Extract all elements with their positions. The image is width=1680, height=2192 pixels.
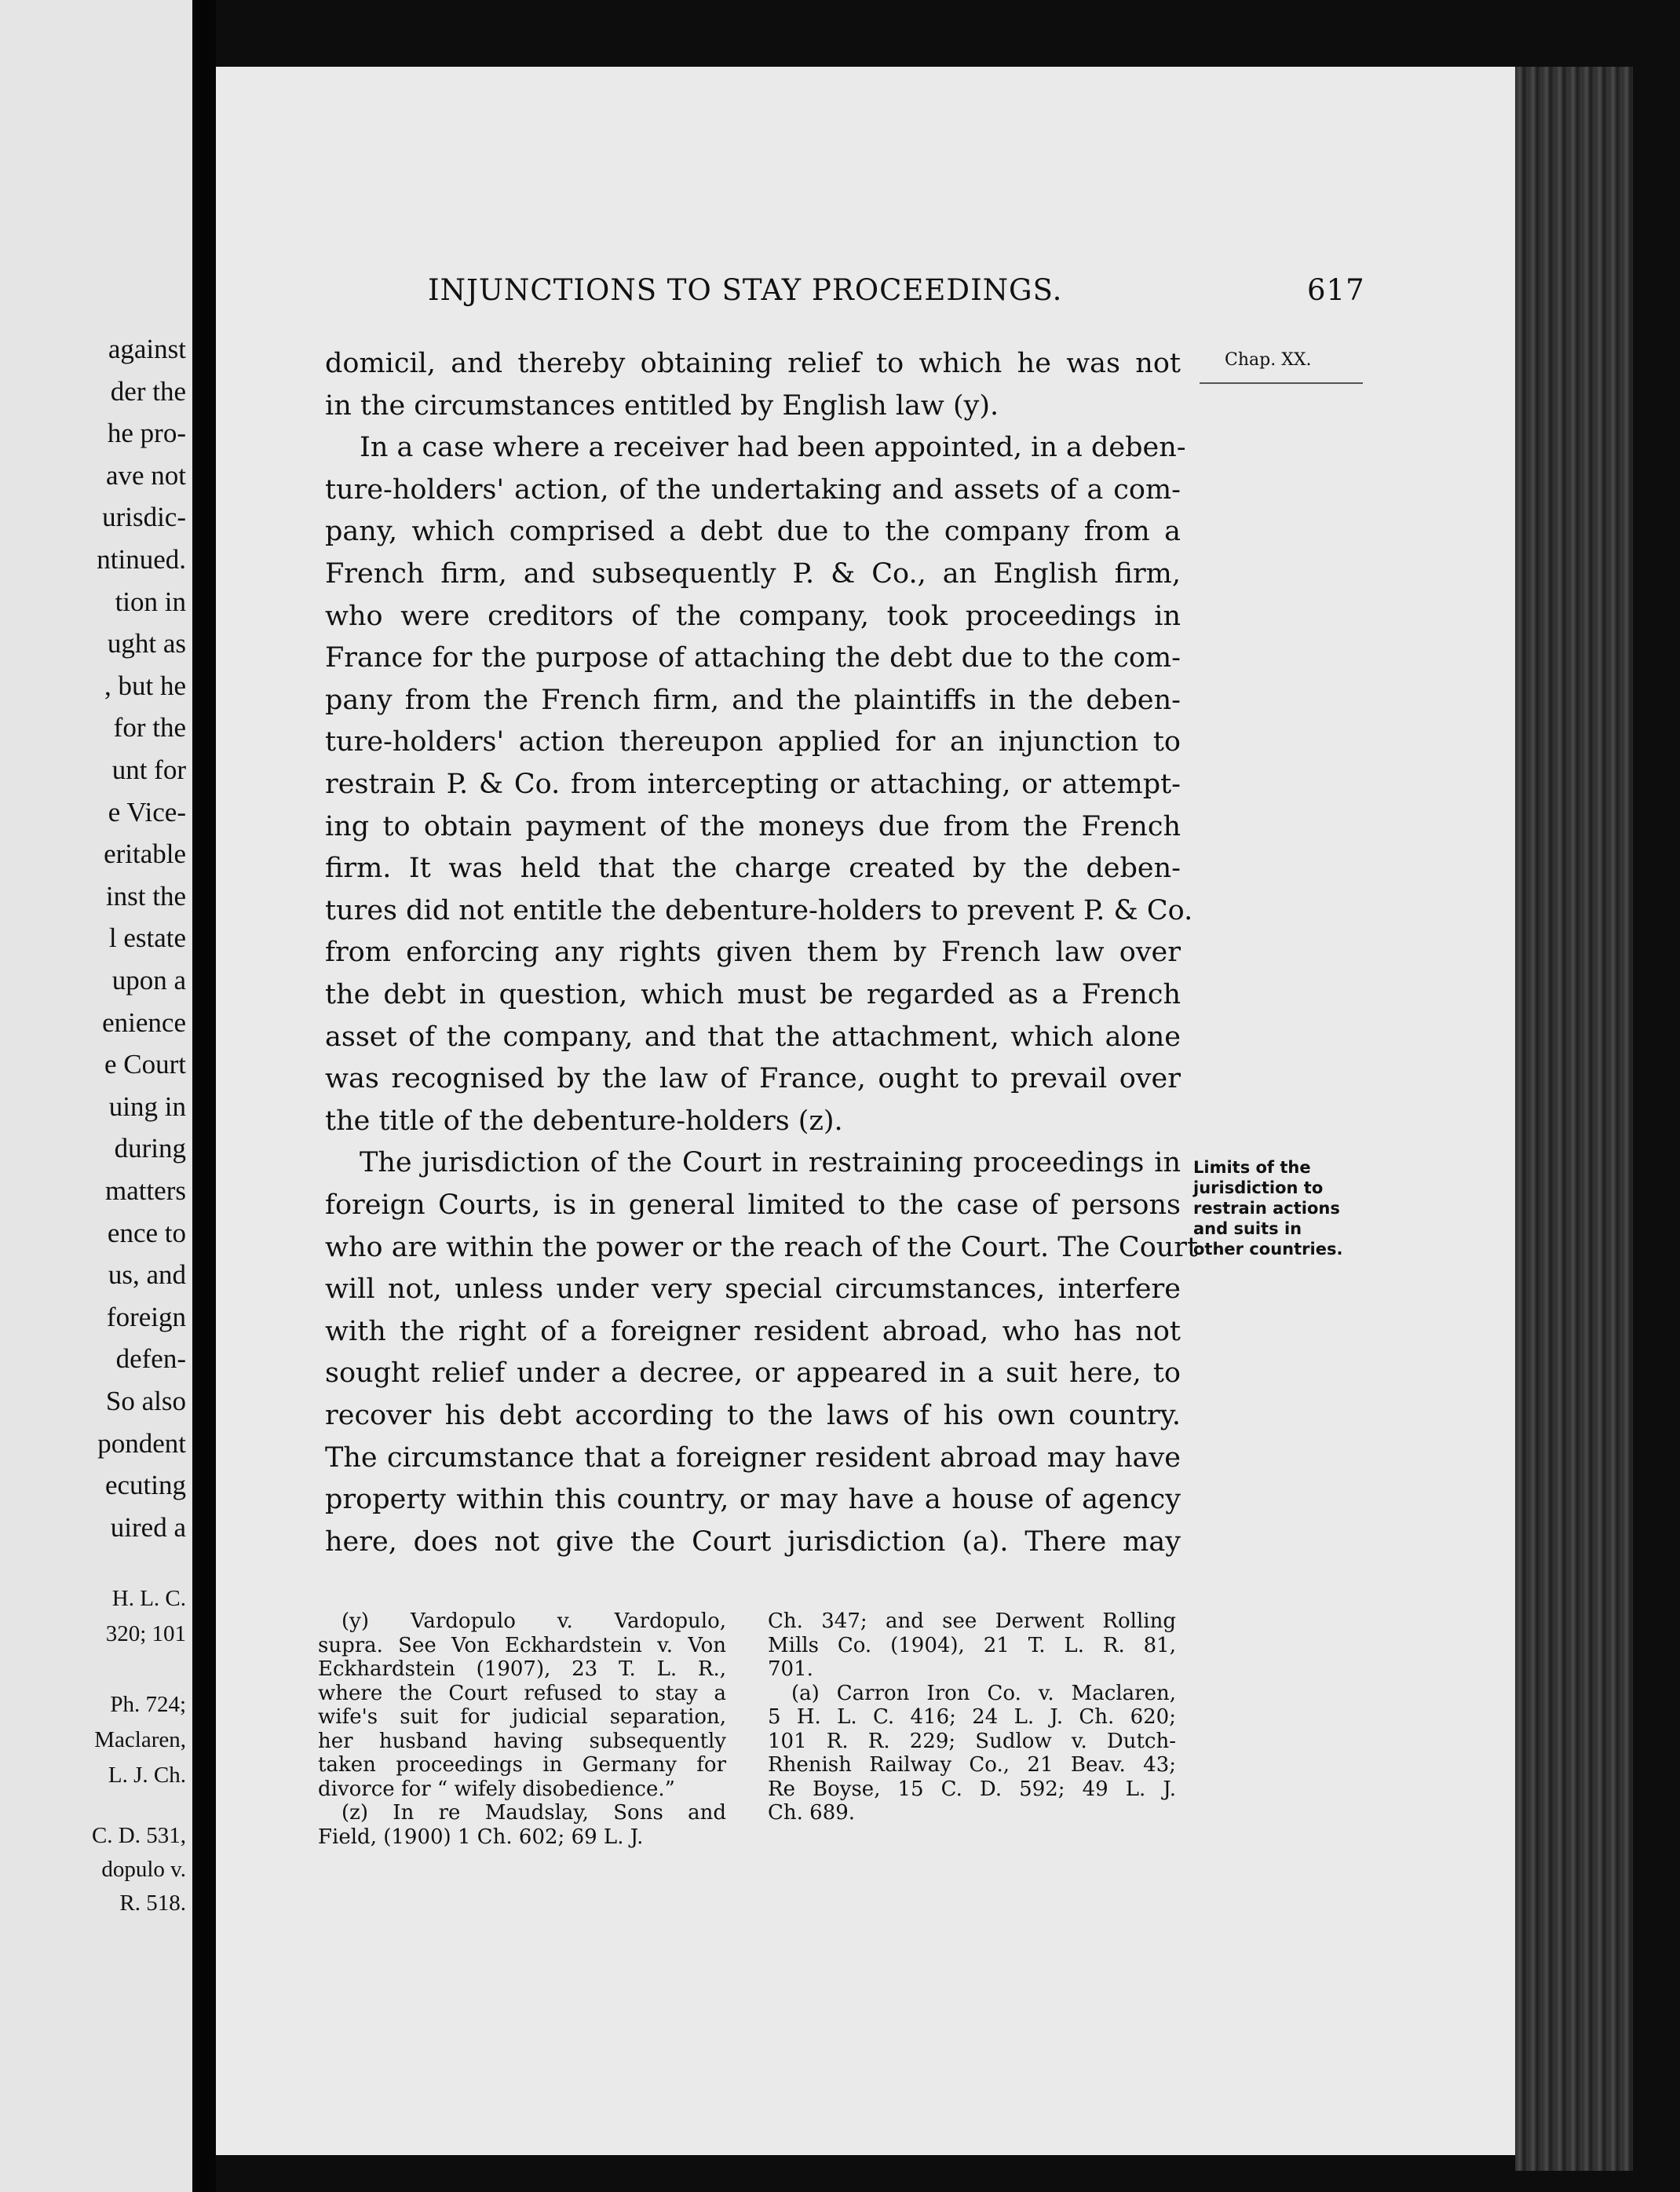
left-page-footnote-fragment: L. J. Ch. — [108, 1763, 186, 1788]
left-page-fragment: defen- — [115, 1343, 186, 1375]
left-page-fragment: So also — [105, 1386, 186, 1416]
footnote-line: divorce for “ wifely disobedience.” — [318, 1777, 675, 1801]
body-line: pany from the French firm, and the plaintiffs in the deben- — [325, 684, 1181, 716]
left-page-footnote-fragment: H. L. C. — [111, 1586, 186, 1611]
footnote-line: 101 R. R. 229; Sudlow v. Dutch- — [768, 1729, 1176, 1753]
body-line: domicil, and thereby obtaining relief to which he was not — [325, 348, 1181, 379]
left-page-fragment: against — [108, 334, 186, 364]
left-page-fragment: pondent — [97, 1427, 186, 1459]
margin-note-line: other countries. — [1193, 1240, 1343, 1259]
left-page-fragment: unt for — [111, 754, 186, 785]
left-page-footnote-fragment: R. 518. — [119, 1891, 186, 1916]
footnote-line: Field, (1900) 1 Ch. 602; 69 L. J. — [318, 1825, 644, 1849]
left-page-fragment: uired a — [110, 1511, 186, 1543]
margin-note-line: restrain actions — [1193, 1199, 1340, 1218]
body-line: who are within the power or the reach of the Court. The Court — [325, 1231, 1199, 1263]
body-line: will not, unless under very special circumstances, interfere — [325, 1273, 1181, 1306]
footnote-line: taken proceedings in Germany for — [318, 1753, 726, 1777]
left-page-fragment: he pro- — [107, 418, 186, 449]
left-page-fragment: ught as — [107, 628, 186, 659]
footnote-line: Eckhardstein (1907), 23 T. L. R., — [318, 1657, 726, 1681]
left-page-fragment: upon a — [111, 965, 186, 996]
left-page-footnote-fragment: Ph. 724; — [110, 1692, 186, 1717]
margin-note-line: Limits of the — [1193, 1158, 1311, 1177]
left-page-fragment: ntinued. — [97, 544, 186, 575]
body-line: property within this country, or may have a house of agency — [325, 1484, 1181, 1516]
footnote-line: (z) In re Maudslay, Sons and — [341, 1801, 726, 1825]
body-line: France for the purpose of attaching the debt due to the com- — [325, 642, 1181, 674]
left-page-footnote-fragment: dopulo v. — [101, 1857, 186, 1882]
body-line: here, does not give the Court jurisdiction (a). There may — [325, 1525, 1181, 1558]
body-line: The jurisdiction of the Court in restraining proceedings in — [360, 1147, 1181, 1179]
body-line: firm. It was held that the charge created by the deben- — [325, 853, 1181, 885]
footnote-line: Mills Co. (1904), 21 T. L. R. 81, — [768, 1633, 1176, 1657]
left-page-fragment: ave not — [105, 459, 186, 491]
margin-rule — [1200, 382, 1363, 384]
page-number: 617 — [1307, 273, 1365, 307]
body-line: French firm, and subsequently P. & Co., an English firm, — [325, 558, 1181, 590]
footnote-line: supra. See Von Eckhardstein v. Von — [318, 1633, 726, 1657]
body-line: asset of the company, and that the attachment, which alone — [325, 1021, 1181, 1053]
page-edge-shadow — [1515, 67, 1633, 2171]
running-title: INJUNCTIONS TO STAY PROCEEDINGS. — [428, 273, 1063, 307]
footnote-line: (y) Vardopulo v. Vardopulo, — [341, 1609, 726, 1633]
left-page-footnote-fragment: C. D. 531, — [91, 1823, 186, 1848]
footnote-line: 5 H. L. C. 416; 24 L. J. Ch. 620; — [768, 1705, 1176, 1729]
body-line: foreign Courts, is in general limited to the case of persons — [325, 1189, 1181, 1221]
body-line: the debt in question, which must be regarded as a French — [325, 979, 1181, 1010]
left-page-fragment: inst the — [105, 880, 186, 912]
left-page-fragment: foreign — [106, 1301, 186, 1332]
body-line: the title of the debenture-holders (z). — [325, 1105, 843, 1137]
left-page-fragment: during — [114, 1133, 186, 1164]
book-gutter — [192, 0, 216, 2192]
left-page-fragment: l estate — [108, 922, 186, 954]
left-page-fragment: us, and — [108, 1259, 186, 1291]
footnote-line: (a) Carron Iron Co. v. Maclaren, — [791, 1681, 1176, 1705]
left-page-fragment: eritable — [104, 838, 186, 870]
left-page-fragment: urisdic- — [102, 502, 186, 533]
body-line: In a case where a receiver had been appointed, in a deben- — [360, 432, 1186, 464]
left-page-footnote-fragment: 320; 101 — [105, 1621, 186, 1646]
body-line: in the circumstances entitled by English law (y). — [325, 389, 999, 422]
body-line: restrain P. & Co. from intercepting or attaching, or attempt- — [325, 769, 1181, 800]
footnote-line: where the Court refused to stay a — [318, 1681, 726, 1705]
left-page-fragment: der the — [110, 375, 186, 407]
margin-note-chapter: Chap. XX. — [1225, 350, 1312, 370]
footnote-line: Ch. 347; and see Derwent Rolling — [768, 1609, 1176, 1633]
footnote-line: her husband having subsequently — [318, 1729, 726, 1753]
footnote-line: Ch. 689. — [768, 1801, 856, 1825]
left-page-fragment: e Court — [104, 1049, 186, 1080]
left-page-fragment: for the — [113, 712, 186, 743]
footnote-line: 701. — [768, 1657, 813, 1681]
left-page-fragment: uing in — [108, 1091, 186, 1122]
body-line: sought relief under a decree, or appeared in a suit here, to — [325, 1357, 1181, 1390]
body-line: ture-holders' action, of the undertaking and assets of a com- — [325, 473, 1181, 506]
margin-note-line: jurisdiction to — [1193, 1178, 1324, 1197]
left-page-fragment: ecuting — [104, 1470, 186, 1501]
body-line: The circumstance that a foreigner resident abroad may have — [325, 1441, 1181, 1474]
body-line: recover his debt according to the laws of his own country. — [325, 1400, 1181, 1431]
body-line: tures did not entitle the debenture-holders to prevent P. & Co. — [325, 894, 1193, 926]
left-page-fragment: e Vice- — [108, 796, 186, 827]
body-line: who were creditors of the company, took proceedings in — [325, 600, 1181, 632]
body-line: ing to obtain payment of the moneys due from the French — [325, 810, 1181, 842]
left-page-edge — [0, 0, 192, 2192]
left-page-fragment: enience — [102, 1006, 186, 1038]
left-page-fragment: , but he — [104, 670, 186, 701]
margin-note-line: and suits in — [1193, 1219, 1302, 1238]
left-page-fragment: matters — [104, 1175, 186, 1206]
body-line: with the right of a foreigner resident abroad, who has not — [325, 1315, 1181, 1347]
body-line: from enforcing any rights given them by French law over — [325, 937, 1181, 969]
footnote-line: Rhenish Railway Co., 21 Beav. 43; — [768, 1753, 1176, 1777]
footnote-line: Re Boyse, 15 C. D. 592; 49 L. J. — [768, 1777, 1176, 1801]
body-line: was recognised by the law of France, ought to prevail over — [325, 1063, 1181, 1095]
left-page-fragment: tion in — [115, 586, 186, 617]
left-page-footnote-fragment: Maclaren, — [94, 1727, 186, 1752]
footnote-line: wife's suit for judicial separation, — [318, 1705, 726, 1729]
body-line: pany, which comprised a debt due to the company from a — [325, 516, 1181, 548]
body-line: ture-holders' action thereupon applied for an injunction to — [325, 726, 1181, 758]
left-page-fragment: ence to — [107, 1217, 186, 1248]
